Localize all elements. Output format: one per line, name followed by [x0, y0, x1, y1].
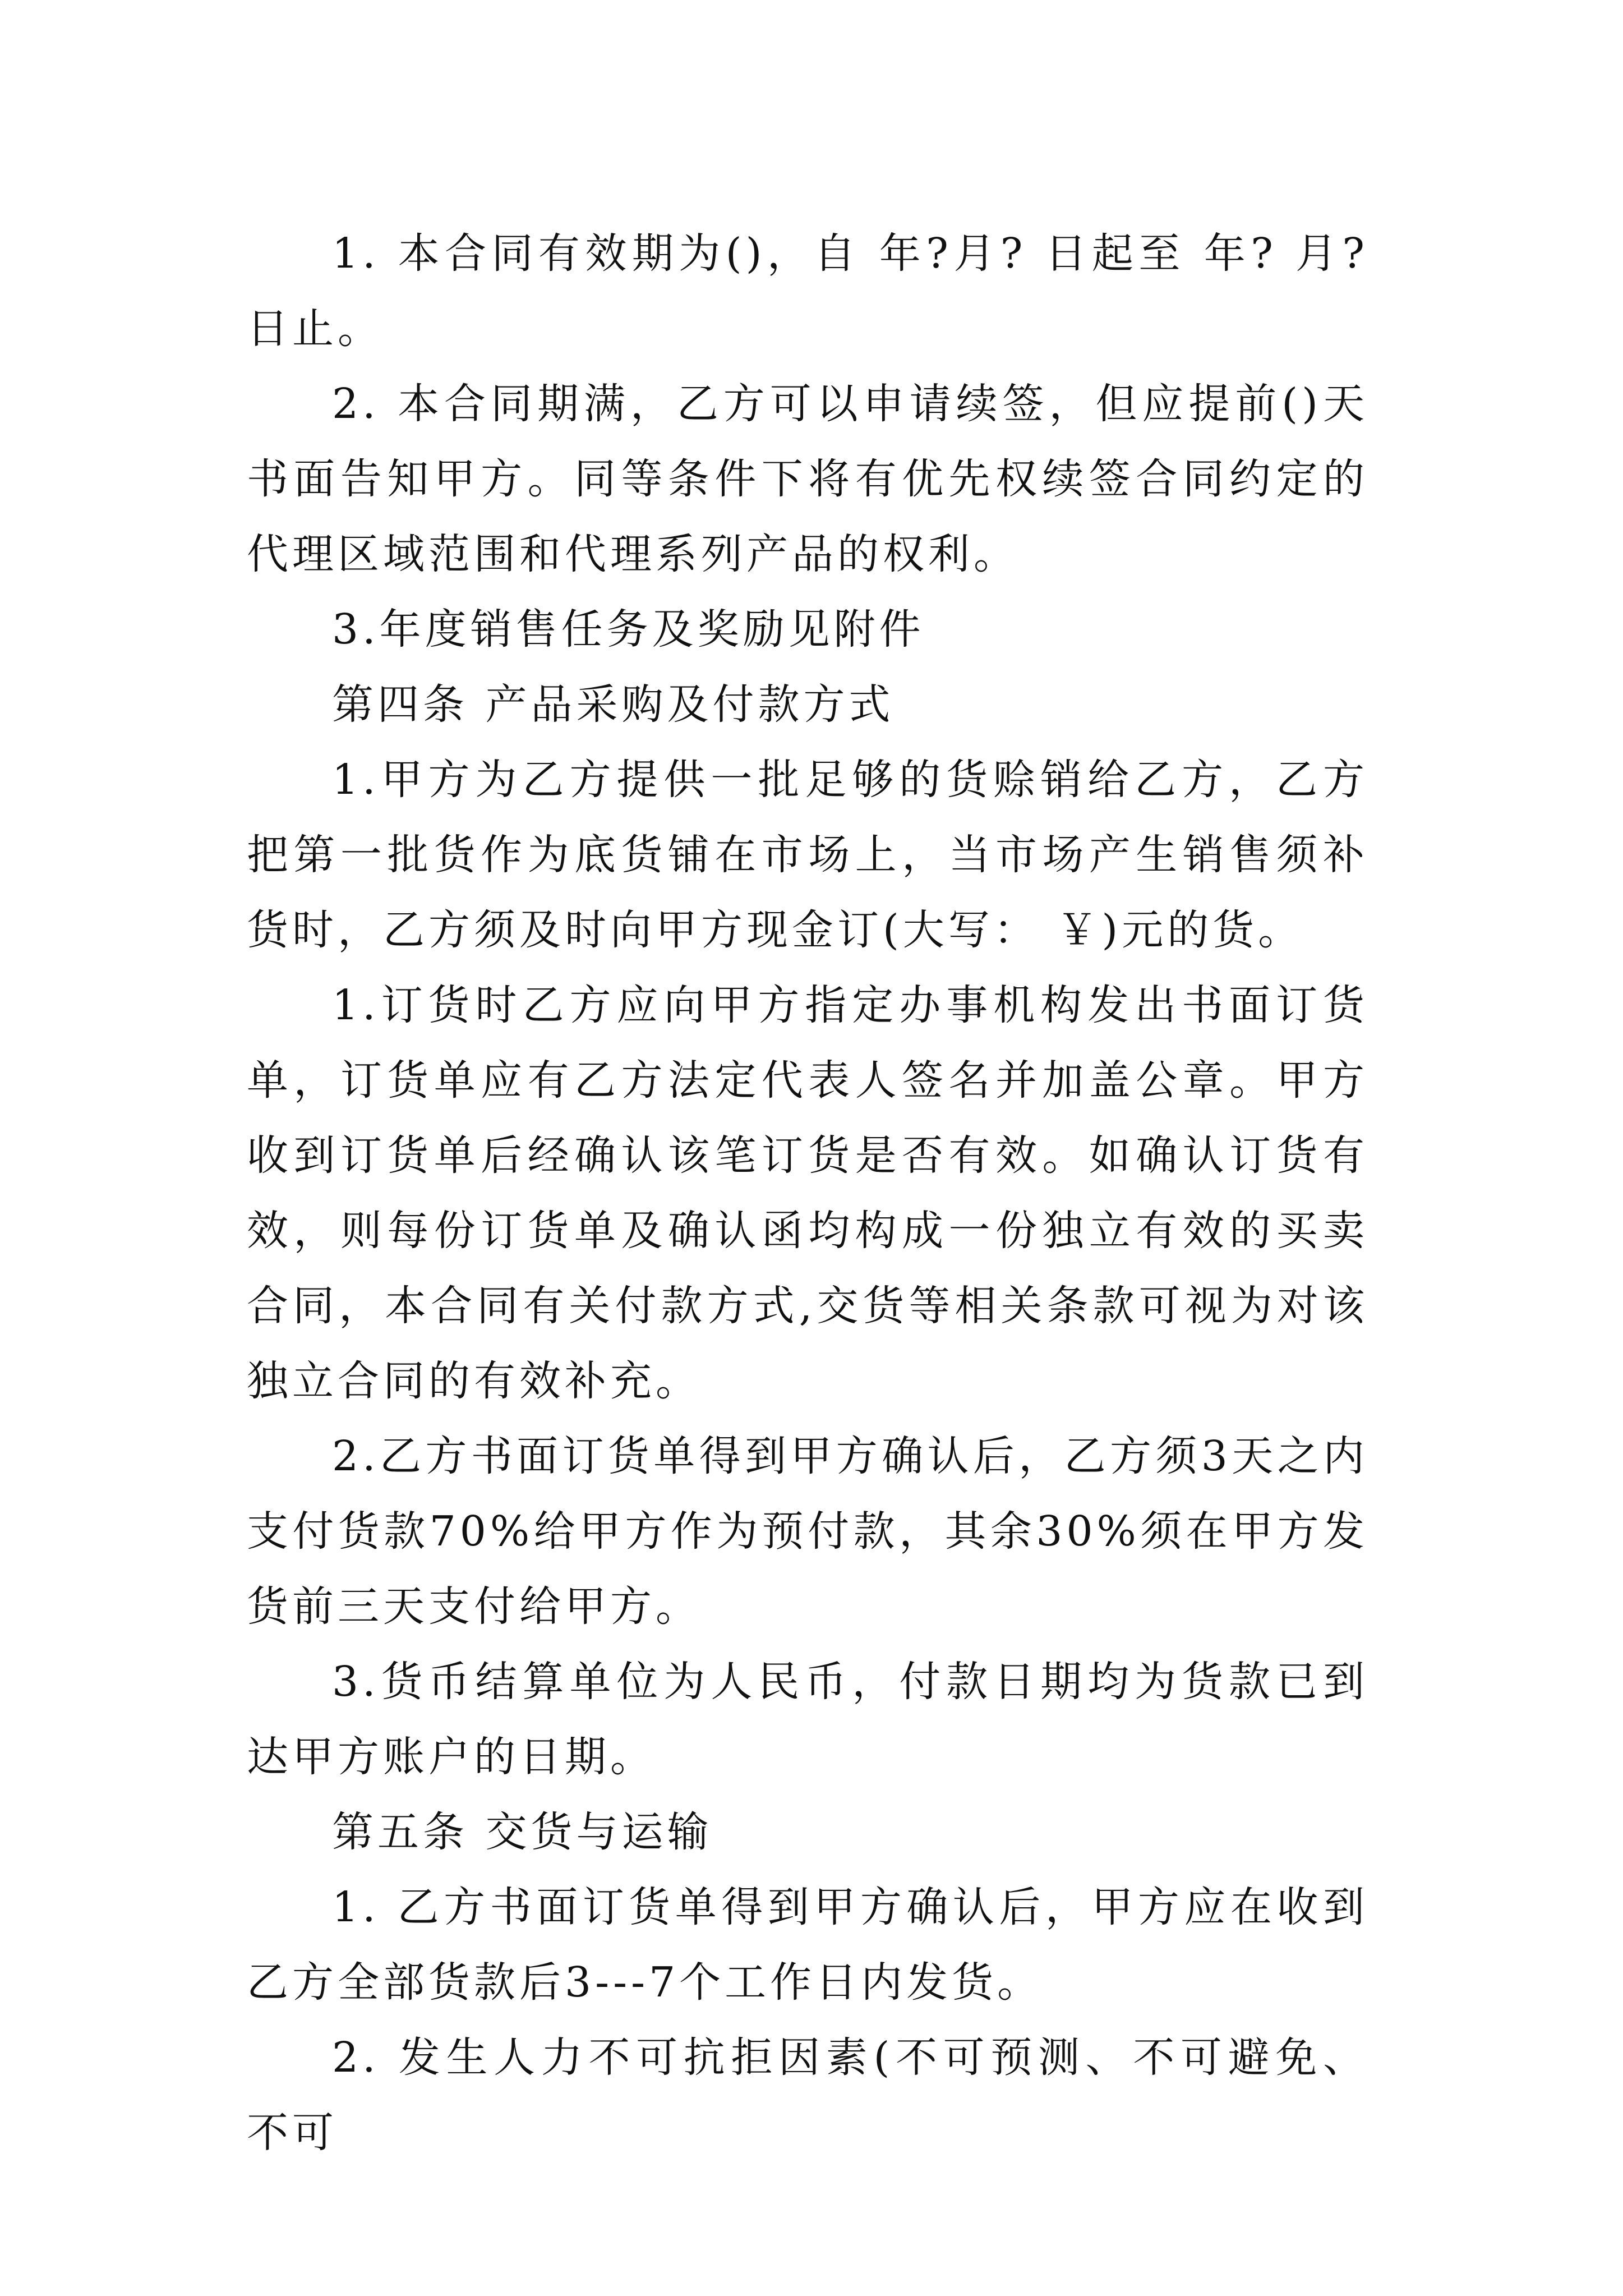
clause-credit-supply: 1.甲方为乙方提供一批足够的货赊销给乙方，乙方把第一批货作为底货铺在市场上，当市场产生销售须补货时，乙方须及时向甲方现金订(大写： ￥)元的货。: [247, 756, 1368, 954]
clause-delivery-time: 1. 乙方书面订货单得到甲方确认后，甲方应在收到乙方全部货款后3---7个工作日内发货。: [247, 1883, 1368, 2007]
clause-payment-terms: 2.乙方书面订货单得到甲方确认后，乙方须3天之内支付货款70%给甲方作为预付款，其余30%须在甲方发货前三天支付给甲方。: [247, 1432, 1368, 1631]
article-5-heading: 第五条 交货与运输: [332, 1808, 713, 1856]
clause-force-majeure: 2. 发生人力不可抗拒因素(不可预测、不可避免、不可: [247, 2033, 1368, 2157]
clause-currency: 3.货币结算单位为人民币，付款日期均为货款已到达甲方账户的日期。: [247, 1658, 1368, 1781]
clause-order-procedure: 1.订货时乙方应向甲方指定办事机构发出书面订货单，订货单应有乙方法定代表人签名并加盖公章。甲方收到订货单后经确认该笔订货是否有效。如确认订货有效，则每份订货单及确认函均构成一份独立有效的买卖合同，本合同有关付款方式,交货等相关条款可视为对该独立合同的有效补充。: [247, 981, 1368, 1405]
clause-validity-period: 1. 本合同有效期为()，自 年?月? 日起至 年? 月? 日止。: [247, 229, 1368, 353]
article-4-heading: 第四条 产品采购及付款方式: [332, 680, 895, 729]
document-page: [247, 216, 1368, 2170]
clause-annual-sales-task: 3.年度销售任务及奖励见附件: [332, 605, 925, 654]
clause-renewal: 2. 本合同期满，乙方可以申请续签，但应提前()天书面告知甲方。同等条件下将有优先权续签合同约定的代理区域范围和代理系列产品的权利。: [247, 380, 1368, 578]
